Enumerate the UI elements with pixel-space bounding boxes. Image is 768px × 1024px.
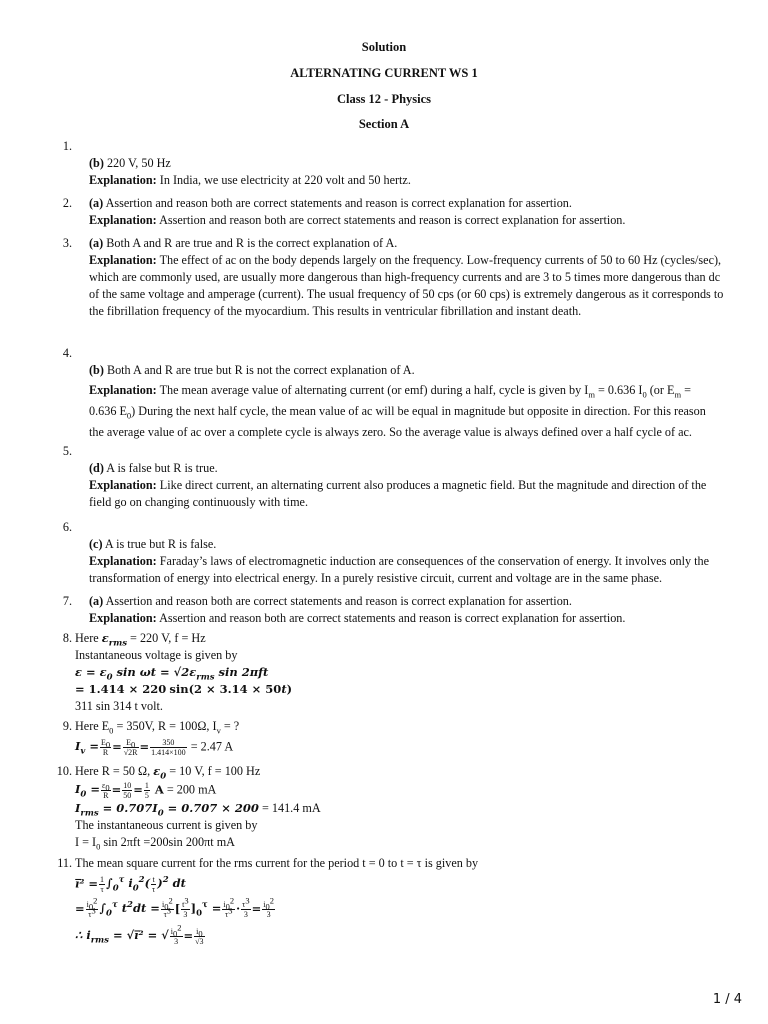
answer-text: Both A and R are true but R is not the correct explanation of A. [106, 363, 415, 377]
math-symbol: $\varepsilon_0$ [153, 764, 167, 782]
question-number: 3. [62, 236, 72, 250]
explanation-text: The mean average value of alternating current (or emf) during a half, cycle is given by I [159, 383, 589, 397]
answer-option: (b) [89, 156, 104, 170]
page-number: 1 / 4 [712, 992, 742, 1007]
solution-text: The instantaneous current is given by [75, 818, 258, 832]
answer-text: Assertion and reason both are correct statements and reason is correct explanation for assertion. [105, 594, 572, 608]
math-equation: ∴ $i_{rms}$ = √i̅² = √ $\frac{i_0^2}{3}$ = $\frac{i_0}{√3}$ [75, 922, 204, 946]
solution-text: = ? [220, 719, 240, 733]
explanation-text: Assertion and reason both are correct statements and reason is correct explanation for assertion. [159, 213, 626, 227]
solution-text: = 10 V, f = 100 Hz [166, 764, 261, 778]
math-equation: $\varepsilon = \varepsilon_0$ $\sin \omega t = √2\varepsilon_{rms}$ sin 2πft [75, 665, 269, 683]
question-number: 11. [57, 856, 72, 870]
explanation-text: ) During the next half cycle, the mean value of ac will be equal in magnitude but opposite in direction. For this reason [131, 404, 706, 418]
explanation-text: = 0.636 I [594, 383, 643, 397]
subscript: 0 [126, 410, 132, 421]
solution-text: Here E [75, 719, 110, 733]
subscript: m [674, 389, 682, 400]
answer-option: (a) [89, 594, 104, 608]
explanation-text: Like direct current, an alternating current also produces a magnetic field. But the magnitude and direction of the field go on changing continuously with time. [89, 478, 707, 509]
answer-text: 220 V, 50 Hz [106, 156, 171, 170]
answer-option: (c) [89, 537, 103, 551]
question-number: 2. [62, 196, 72, 210]
explanation-text: The effect of ac on the body depends largely on the frequency. Low-frequency currents of 50 to 60 Hz (cycles/sec), which are commonly used, are usually more dangerous than high-frequency currents and are 3 to 5 times more dangerous than dc of the same voltage and amperage (current). The usual frequency of 50 cps (or 60 cps) is extremely dangerous as it corresponds to the fibrillation frequency of the myocardium. This results in ventricular fibrillation and instant death. [89, 253, 724, 318]
section-heading: Section A [358, 117, 410, 131]
solution-text: sin 2πft =200sin 200πt mA [100, 835, 235, 849]
math-equation: i̅² = $\frac{1}{\tau}$ $\int_0^\tau$ $i_0^2$( $\frac{t}{\tau}$ )$^2$ dt [75, 875, 186, 894]
math-equation: $I_0$ = $\frac{\varepsilon_0}{R}$ = $\frac{10}{50}$ = $\frac{1}{5}$ A = 200 mA [75, 781, 217, 800]
explanation-text: the average value of ac over a complete cycle is always zero. So the average value is always defined over a half cycle of ac. [89, 425, 692, 439]
explanation-label: Explanation: [89, 554, 157, 568]
explanation-label: Explanation: [89, 253, 157, 267]
explanation-label: Explanation: [89, 173, 157, 187]
explanation-label: Explanation: [89, 611, 157, 625]
answer-text: Both A and R are true and R is the correct explanation of A. [106, 236, 398, 250]
answer-option: (b) [89, 363, 104, 377]
explanation-label: Explanation: [89, 478, 157, 492]
answer-text: A is true but R is false. [104, 537, 217, 551]
subscript: v [216, 725, 221, 736]
math-equation: = $\frac{i_0^2}{\tau^3}$ $\int_0^\tau$ $t^2dt$ = $\frac{i_0^2}{\tau^3}$ [ $\frac{t^3}{3}$ ]$_0^\tau$ = $\frac{i_0^2}{\tau^3}$ · $\frac{\tau^3}{3}$ = $\frac{i_0^2}{3}$ [75, 895, 274, 919]
solution-text: Instantaneous voltage is given by [75, 648, 238, 662]
explanation-label: Explanation: [89, 213, 157, 227]
answer-option: (d) [89, 461, 104, 475]
question-number: 7. [62, 594, 72, 608]
subscript: 0 [96, 841, 101, 852]
explanation-text: In India, we use electricity at 220 volt and 50 hertz. [159, 173, 411, 187]
result-value: = 2.47 A [187, 739, 234, 754]
answer-text: Assertion and reason both are correct statements and reason is correct explanation for assertion. [105, 196, 572, 210]
solution-text: The mean square current for the rms current for the period t = 0 to t = τ is given by [75, 856, 479, 870]
question-number: 1. [62, 139, 72, 153]
explanation-text: 0.636 E [89, 404, 127, 418]
explanation-text: Faraday’s laws of electromagnetic induction are consequences of the conservation of energy. It involves only the transformation of energy into electrical energy. In a purely resistive circuit, current and voltage are in the same phase. [89, 554, 710, 585]
solution-text: = 220 V, f = Hz [127, 631, 206, 645]
question-number: 5. [62, 444, 72, 458]
answer-option: (a) [89, 196, 104, 210]
math-equation: $I_{rms} = 0.707I_0 = 0.707 \times 200 = 141.4$ mA [75, 801, 321, 819]
solution-text: = 350V, R = 100Ω, I [113, 719, 217, 733]
explanation-text: (or E [646, 383, 675, 397]
solution-text: Here [75, 631, 102, 645]
subscript: 0 [642, 389, 647, 400]
math-symbol: $\varepsilon_{rms}$ [101, 631, 127, 649]
question-number: 4. [62, 346, 72, 360]
solution-text: Here R = 50 Ω, [75, 764, 154, 778]
question-number: 10. [56, 764, 72, 778]
solution-text: I = I [75, 835, 97, 849]
class-subject: Class 12 - Physics [336, 92, 432, 106]
result-value: = 200 mA [163, 782, 217, 797]
subscript: 0 [109, 725, 114, 736]
question-number: 8. [62, 631, 72, 645]
answer-option: (a) [89, 236, 104, 250]
explanation-text: Assertion and reason both are correct statements and reason is correct explanation for assertion. [159, 611, 626, 625]
question-number: 9. [62, 719, 72, 733]
worksheet-title: ALTERNATING CURRENT WS 1 [290, 66, 478, 80]
explanation-text: = [681, 383, 691, 397]
answer-text: A is false but R is true. [106, 461, 218, 475]
math-equation: = 1.414 × 220 sin(2 × 3.14 × 50t) [75, 682, 293, 696]
result-value: = 141.4 mA [258, 801, 321, 815]
question-number: 6. [62, 520, 72, 534]
doc-title: Solution [361, 40, 407, 54]
explanation-label: Explanation: [89, 383, 157, 397]
math-equation: $I_v$ = $\frac{E_0}{R}$ = $\frac{E_0}{√2R}$ = $\frac{350}{1.414\times 100}$ = 2.47 A [75, 738, 234, 757]
subscript: m [588, 389, 595, 400]
solution-text: 311 sin 314 t volt. [75, 699, 163, 713]
